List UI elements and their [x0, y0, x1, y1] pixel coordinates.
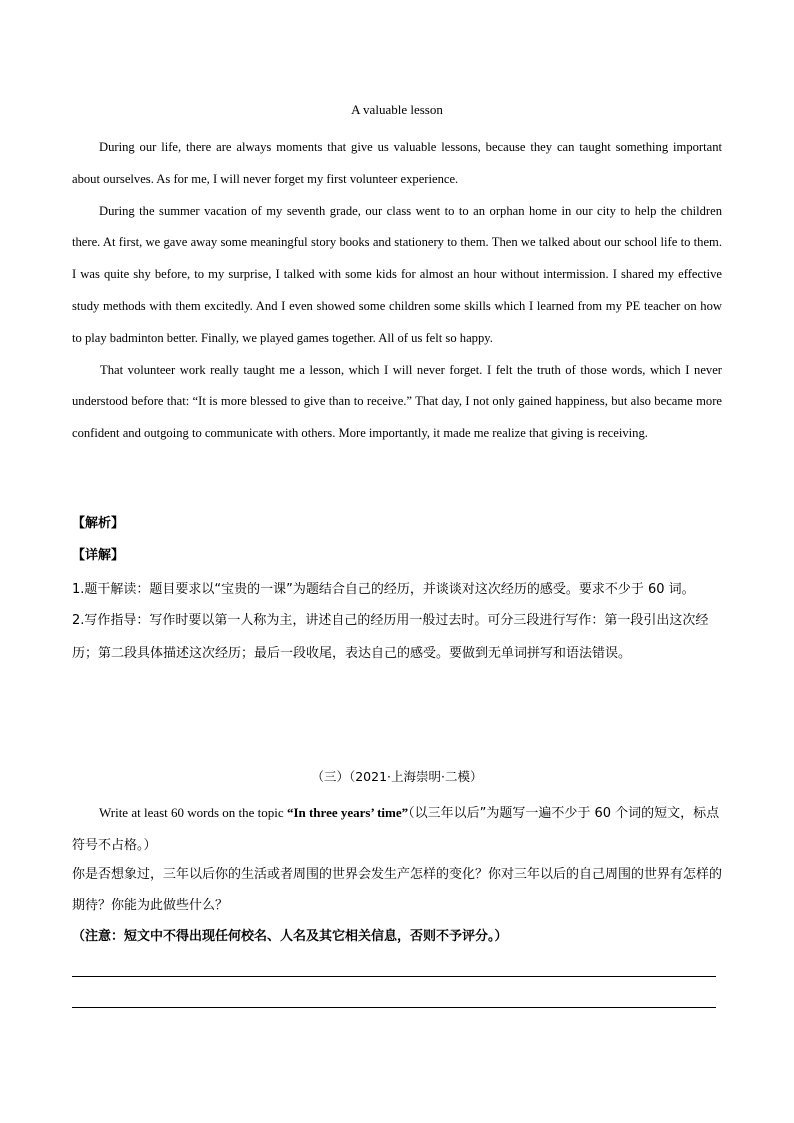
- essay-paragraph-3: That volunteer work really taught me a lesson, which I will never forget. I felt the truth of those words, which I never understood before that: “It is more blessed to give than to receive.” That day, I not only gained happiness, but also became more confident and outgoing to communicate with others. More importantly, it made me realize that giving is receiving.: [72, 362, 722, 441]
- prompt-lead: Write at least 60 words on the topic: [99, 805, 287, 820]
- prompt-chinese: （以三年以后”为题写一遍不少于 60 个词的短文，标点符号不占格。）: [72, 806, 720, 853]
- essay-title: A valuable lesson: [351, 102, 443, 117]
- prompt-notice: （注意：短文中不得出现任何校名、人名及其它相关信息，否则不予评分。）: [72, 929, 508, 944]
- section-heading: （三）（2021·上海崇明·二模）: [311, 769, 483, 784]
- answer-line-1[interactable]: [72, 976, 716, 977]
- analysis-point-2: 2.写作指导：写作时要以第一人称为主，讲述自己的经历用一般过去时。可分三段进行写作：第一段引出这次经历；第二段具体描述这次经历；最后一段收尾，表达自己的感受。要做到无单词拼写和语法错误。: [72, 613, 709, 661]
- writing-prompt: [72, 797, 724, 861]
- answer-line-2[interactable]: [72, 1007, 716, 1008]
- analysis-point-1: 1.题干解读：题目要求以“宝贵的一课”为题结合自己的经历，并谈谈对这次经历的感受。要求不少于 60 词。: [72, 582, 695, 597]
- prompt-topic: “In three years’ time”: [286, 805, 409, 820]
- analysis-label: 【解析】: [72, 516, 125, 531]
- detail-label: 【详解】: [72, 548, 125, 563]
- prompt-question: 你是否想象过，三年以后你的生活或者周围的世界会发生产怎样的变化？你对三年以后的自己周围的世界有怎样的期待？你能为此做些什么？: [72, 867, 723, 913]
- essay-paragraph-1: During our life, there are always moments that give us valuable lessons, because they can taught something important about ourselves. As for me, I will never forget my first volunteer experience.: [72, 140, 722, 186]
- essay-body: [72, 132, 722, 450]
- essay-paragraph-2: During the summer vacation of my seventh grade, our class went to to an orphan home in our city to help the children there. At first, we gave away some meaningful story books and stationery to them. Then we talked about our school life to them. I was quite shy before, to my surprise, I talked with some kids for almost an hour without intermission. I shared my effective study methods with them excitedly. And I even showed some children some skills which I learned from my PE teacher on how to play badminton better. Finally, we played games together. All of us felt so happy.: [72, 203, 722, 345]
